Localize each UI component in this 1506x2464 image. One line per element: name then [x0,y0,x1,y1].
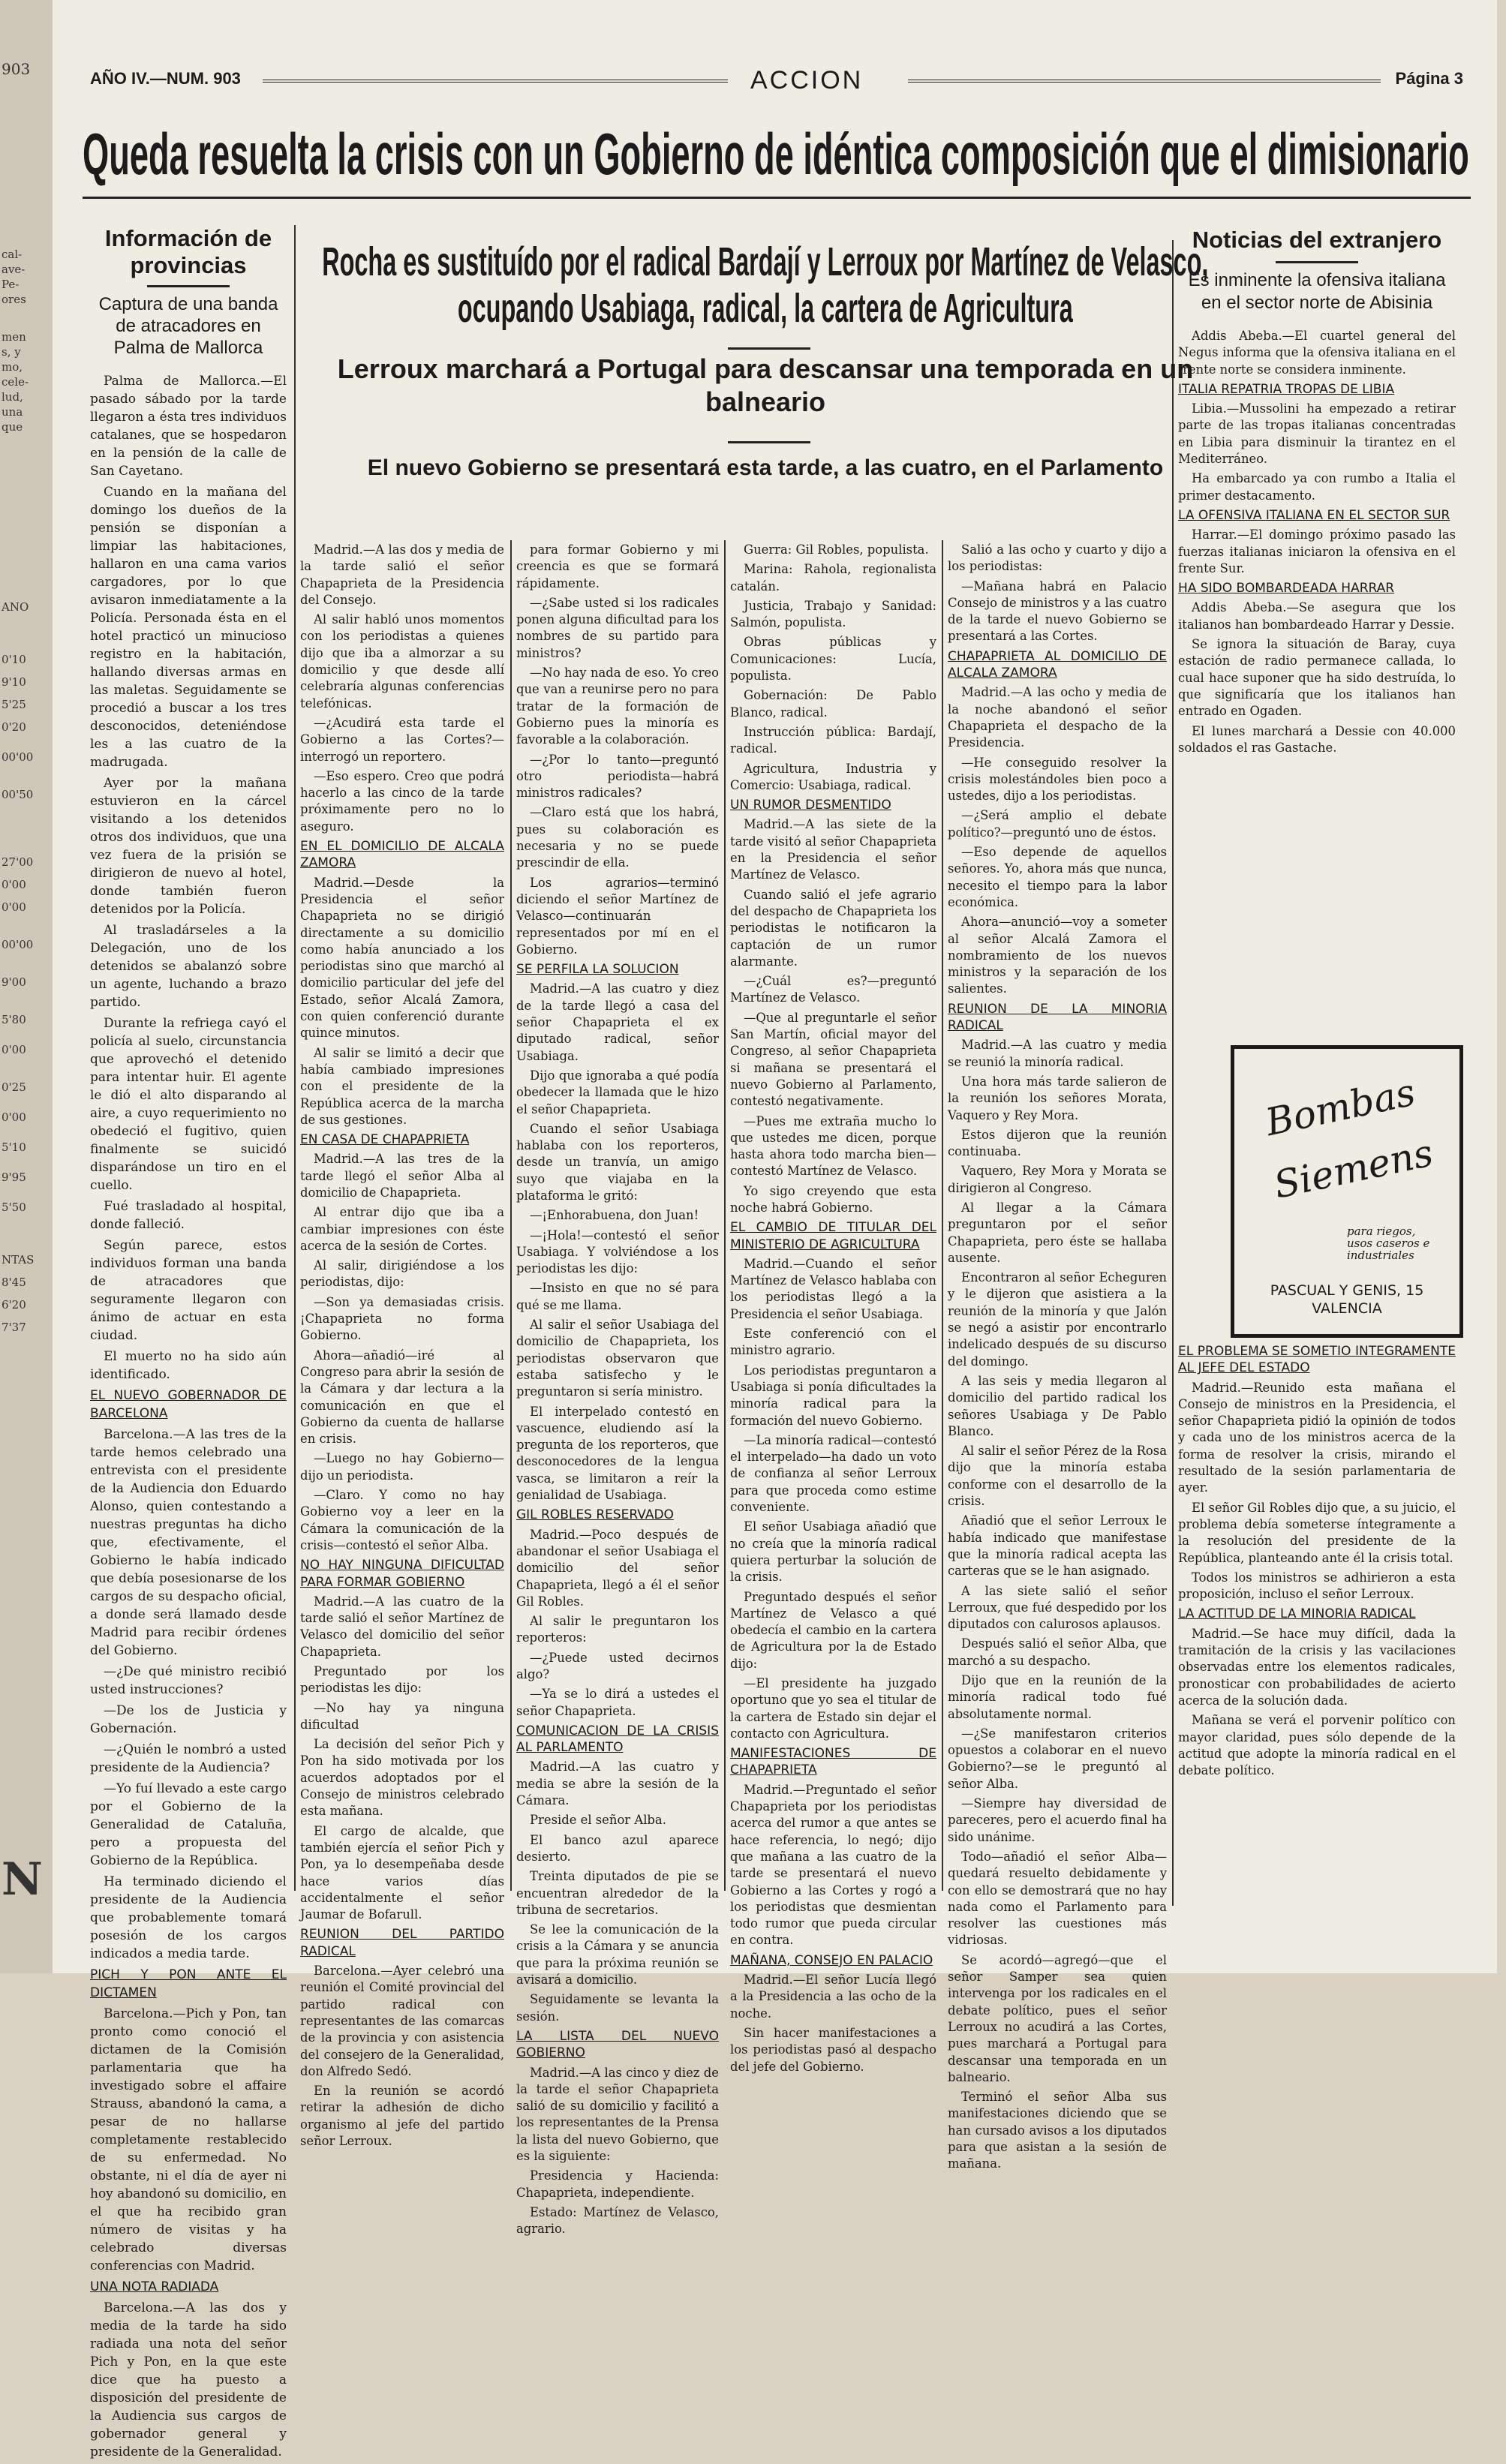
paragraph: Al entrar dijo que iba a cambiar impresiones con éste acerca de la sesión de Cortes. [300,1205,504,1253]
gutter-fragment: 0'00 [2,900,26,914]
gutter-fragment: 5'25 [2,698,26,711]
paragraph: A las seis y media llegaron al domicilio del partido radical los señores Usabiaga y De Pablo Blanco. [948,1373,1167,1438]
paragraph: El banco azul aparece desierto. [516,1832,719,1864]
paragraph: Ha terminado diciendo el presidente de la Audiencia que probablemente tomará posesión de los cargos indicados a media tarde. [90,1874,287,1961]
paragraph: A las siete salió el señor Lerroux, que fué despedido por los diputados con calurosos aplausos. [948,1583,1167,1632]
subheading: EN CASA DE CHAPAPRIETA [300,1132,470,1148]
paragraph: El señor Gil Robles dijo que, a su juicio, el problema debía someterse íntegramente a la resolución del presidente de la República, planteando ante él la crisis total. [1178,1500,1456,1565]
column-extranjero [1178,225,1456,759]
paragraph: Al salir habló unos momentos con los periodistas a quienes dijo que iba a almorzar a su domicilio y que desde allí celebraría algunas conferencias telefónicas. [300,612,504,711]
paragraph: Madrid.—Cuando el señor Martínez de Velasco hablaba con los periodistas llegó a la Presidencia el señor Usabiaga. [730,1256,936,1321]
column-rule [724,540,726,1891]
subheading: MAÑANA, CONSEJO EN PALACIO [730,1952,933,1968]
subheading: PICH Y PON ANTE EL DICTAMEN [90,1967,287,2000]
masthead [90,66,1463,95]
subheading: EL PROBLEMA SE SOMETIO INTEGRAMENTE AL JEFE DEL ESTADO [1178,1344,1456,1376]
paragraph: Madrid.—A las ocho y media de la noche abandonó el señor Chapaprieta el despacho de la Presidencia. [948,685,1167,750]
center-headline-text: Rocha es sustituído por el radical Bardají y Lerroux por Martínez de Velasco, ocupando Usabiaga, radical, la cartera de Agricultura [322,239,1209,331]
gutter-fragment: 00'50 [2,788,34,801]
gutter-fragment: 7'37 [2,1321,26,1334]
advertisement [1231,1045,1463,1338]
paragraph: Una hora más tarde salieron de la reunión los señores Morata, Vaquero y Rey Mora. [948,1074,1167,1122]
paragraph: Después salió el señor Alba, que marchó a su despacho. [948,1636,1167,1668]
paragraph: Fué trasladado al hospital, donde falleció. [90,1199,287,1232]
gutter-fragment: 5'80 [2,1013,26,1026]
paragraph: —Yo fuí llevado a este cargo por el Gobierno de la Generalidad de Cataluña, pero a propuesta del Gobierno de la República. [90,1781,287,1868]
paragraph: —La minoría radical—contestó el interpelado—ha dado un voto de confianza al señor Lerroux para que proceda como estime conveniente. [730,1432,936,1515]
subheading: LA ACTITUD DE LA MINORIA RADICAL [1178,1606,1416,1622]
paragraph: —¿Cuál es?—preguntó Martínez de Velasco. [730,974,936,1005]
paragraph: —He conseguido resolver la crisis molestándoles bien poco a ustedes, dijo a los periodistas. [948,755,1167,804]
paragraph: Gobernación: De Pablo Blanco, radical. [730,688,936,720]
paragraph: Madrid.—A las cinco y diez de la tarde el señor Chapaprieta salió de su domicilio y facilitó a los representantes de la Prensa la lista del nuevo Gobierno, que es la siguiente: [516,2065,719,2164]
subheading: REUNION DE LA MINORIA RADICAL [948,1001,1167,1034]
paragraph: Instrucción pública: Bardají, radical. [730,724,936,756]
paragraph: Se lee la comunicación de la crisis a la Cámara y se anuncia que para la próxima reunión se avisará a domicilio. [516,1922,719,1988]
paragraph: —¿Sabe usted si los radicales ponen alguna dificultad para los nombres de su partido para ministros? [516,595,719,660]
paragraph: Madrid.—A las cuatro y media se reunió la minoría radical. [948,1038,1167,1069]
paragraph: —Que al preguntarle el señor San Martín, oficial mayor del Congreso, al señor Chapaprieta si mañana se presentará el nuevo Gobierno al Parlamento, contestó negativamente. [730,1010,936,1109]
subheading: REUNION DEL PARTIDO RADICAL [300,1927,504,1959]
paragraph: —¿Por lo tanto—preguntó otro periodista—habrá ministros radicales? [516,752,719,801]
paragraph: Seguidamente se levanta la sesión. [516,1992,719,2024]
gutter-fragment: ANO [2,600,29,614]
paragraph: —¿Se manifestaron criterios opuestos a colaborar en el nuevo Gobierno?—se le preguntó al señor Alba. [948,1726,1167,1791]
subheading: SE PERFILA LA SOLUCION [516,962,679,978]
masthead-rule-left [263,80,728,83]
gutter-fragment: 0'00 [2,1110,26,1124]
gutter-fragment: cal- [2,248,23,261]
paragraph: Durante la refriega cayó el policía al suelo, circunstancia que aprovechó el detenido para intentar huir. El agente le dió el alto disparando al aire, a cuyo requerimiento no obedeció el fugitivo, quien finalmente se suicidó disparándose un tiro en el cuello. [90,1016,287,1193]
paragraph: —¿Será amplio el debate político?—preguntó uno de éstos. [948,808,1167,840]
paragraph: Se ignora la situación de Baray, cuya estación de radio permanece callada, lo cual hace suponer que ha sido destruída, lo que significaría que los italianos han entrado en Ogaden. [1178,637,1456,719]
page-number: Página 3 [1395,69,1463,88]
gutter-fragment: 903 [2,60,31,78]
paragraph: Ha embarcado ya con rumbo a Italia el primer destacamento. [1178,471,1456,503]
paragraph: Al salir el señor Usabiaga del domicilio de Chapaprieta, los periodistas observaron que estaba satisfecho y le preguntaron si sería ministro. [516,1318,719,1399]
subheading: CHAPAPRIETA AL DOMICILIO DE ALCALA ZAMORA [948,648,1167,681]
paragraph: Preside el señor Alba. [530,1813,666,1828]
paragraph: —¿Quién le nombró a usted presidente de la Audiencia? [90,1742,287,1775]
paragraph: Barcelona.—Ayer celebró una reunión el Comité provincial del partido radical con representantes de las comarcas de la provincia y con asistencia del consejero de la Generalidad, don Alfredo Sedó. [300,1964,504,2078]
paragraph: Guerra: Gil Robles, populista. [744,542,929,557]
subheading: EN EL DOMICILIO DE ALCALA ZAMORA [300,839,504,871]
paragraph: Madrid.—Poco después de abandonar el señor Usabiaga el domicilio del señor Chapaprieta, llegó a él el señor Gil Robles. [516,1527,719,1609]
paragraph: Este conferenció con el ministro agrario. [730,1327,936,1358]
paragraph: Madrid.—Reunido esta mañana el Consejo de ministros en la Presidencia, el señor Chapaprieta pidió la opinión de todos y cada uno de los ministros acerca de la forma de resolver la crisis, mirando el resultado de la sesión parlamentaria de ayer. [1178,1380,1456,1495]
subheading: COMUNICACION DE LA CRISIS AL PARLAMENTO [516,1723,719,1756]
paragraph: Cuando salió el jefe agrario del despacho de Chapaprieta los periodistas le notificaron la captación de un rumor alarmante. [730,887,936,969]
gutter-fragment: 5'50 [2,1200,26,1214]
paragraph: —No hay ya ninguna dificultad [300,1700,504,1732]
paragraph: Cuando el señor Usabiaga hablaba con los reporteros, desde un tranvía, un amigo suyo que viajaba en la plataforma le gritó: [516,1121,719,1203]
paragraph: Libia.—Mussolini ha empezado a retirar parte de las tropas italianas concentradas en Libia para disminuir la tirantez en el Mediterráneo. [1178,401,1456,467]
gutter-fragment: lud, [2,390,23,404]
paragraph: —No hay nada de eso. Yo creo que van a reunirse pero no para tratar de la formación de Gobierno pues la minoría es favorable a la colaboración. [516,666,719,747]
gutter-fragment: 6'20 [2,1298,26,1312]
column-rule [294,225,296,1891]
paragraph: Addis Abeba.—El cuartel general del Negus informa que la ofensiva italiana en el frente norte se considera inminente. [1178,329,1456,377]
paragraph: —¡Hola!—contestó el señor Usabiaga. Y volviéndose a los periodistas les dijo: [516,1227,719,1276]
subheading: HA SIDO BOMBARDEADA HARRAR [1178,581,1395,596]
paragraph: El interpelado contestó en vascuence, eludiendo así la pregunta de los reporteros, que desconocedores de la lengua vasca, se limitaron a reír la genialidad de Usabiaga. [516,1404,719,1503]
paragraph: Estado: Martínez de Velasco, agrario. [516,2204,719,2237]
paragraph: Los periodistas preguntaron a Usabiaga si ponía dificultades la minoría radical para la formación del nuevo Gobierno. [730,1363,936,1428]
newspaper-title: ACCION [750,66,864,95]
column-rule [510,540,512,1891]
column-extranjero-lower [1178,1343,1456,1782]
paragraph: Madrid.—El señor Lucía llegó a la Presidencia a las ocho de la noche. [730,1973,936,2021]
paragraph: Madrid.—Preguntado el señor Chapaprieta por los periodistas acerca del rumor a que antes se hace referencia, lo negó; dijo que mañana a las cuatro de la tarde se presentará el nuevo Gobierno a las Cortes y rogó a los periodistas que desmientan todo rumor que pueda circular en contra. [730,1782,936,1948]
subheading: UNA NOTA RADIADA [90,2279,219,2294]
ad-address-city: VALENCIA [1312,1300,1382,1317]
ad-brand: Bombas Siemens [1261,1070,1437,1207]
paragraph: —De los de Justicia y Gobernación. [90,1703,287,1736]
paragraph: Barcelona.—A las dos y media de la tarde ha sido radiada una nota del señor Pich y Pon, en la que este dice que ha puesto a disposición del presidente de la Audiencia sus cargos de gobernador general y presidente de la Generalidad. [90,2300,287,2459]
paragraph: Madrid.—A las cuatro y media se abre la sesión de la Cámara. [516,1759,719,1808]
subheadline: El nuevo Gobierno se presentará esta tarde, a las cuatro, en el Parlamento [367,455,1164,480]
paragraph: Madrid.—Se hace muy difícil, dada la tramitación de la crisis y las vacilaciones observadas entre los elementos radicales, pronosticar con probabilidades de acierto acerca de la solución dada. [1178,1626,1456,1708]
masthead-rule-right [908,80,1381,83]
paragraph: Barcelona.—Pich y Pon, tan pronto como conoció el dictamen de la Comisión parlamentaria que ha investigado sobre el affaire Strauss, abandonó la cama, a pesar de no hallarse completamente restablecido de su enfermedad. No obstante, ni el día de ayer ni hoy abandonó su domicilio, en el que ha recibido gran número de visitas y ha celebrado diversas conferencias con Madrid. [90,2006,287,2273]
paragraph: Preguntado después el señor Martínez de Velasco a qué obedecía el cambio en la cartera de Agricultura por la de Estado dijo: [730,1589,936,1671]
paragraph: Madrid.—A las tres de la tarde llegó el señor Alba al domicilio de Chapaprieta. [300,1152,504,1200]
paragraph: Madrid.—A las cuatro de la tarde salió el señor Martínez de Velasco del domicilio del señor Chapaprieta. [300,1594,504,1659]
paragraph: Dijo que ignoraba a qué podía obedecer la llamada que le hizo el señor Chapaprieta. [516,1068,719,1116]
paragraph: Justicia, Trabajo y Sanidad: Salmón, populista. [730,598,936,630]
paragraph: Marina: Rahola, regionalista catalán. [730,562,936,593]
paragraph: El muerto no ha sido aún identificado. [90,1349,287,1382]
gutter-fragment: 0'20 [2,720,26,734]
gutter-fragment: 9'95 [2,1170,26,1184]
paragraph: —Claro. Y como no hay Gobierno voy a leer en la Cámara la comunicación de la crisis—contestó el señor Alba. [300,1488,504,1552]
subheading: EL CAMBIO DE TITULAR DEL MINISTERIO DE AGRICULTURA [730,1220,936,1252]
paragraph: Al salir se limitó a decir que había cambiado impresiones con el presidente de la República acerca de la marcha de sus gestiones. [300,1045,504,1127]
gutter-fragment: una [2,405,23,419]
gutter-fragment: 0'00 [2,878,26,891]
gutter-fragment: 0'00 [2,1043,26,1056]
gutter-fragment: cele- [2,375,29,389]
paragraph: —Mañana habrá en Palacio Consejo de ministros y a las cuatro de la tarde el nuevo Gobierno se presentará a las Cortes. [948,578,1167,644]
gutter-fragment: 00'00 [2,750,34,764]
newspaper-page [53,0,1497,2459]
paragraph: Sin hacer manifestaciones a los periodistas pasó al despacho del jefe del Gobierno. [730,2025,936,2074]
paragraph: —Luego no hay Gobierno—dijo un periodista. [300,1451,504,1483]
paragraph: Addis Abeba.—Se asegura que los italianos han bombardeado Harrar y Dessie. [1178,600,1456,632]
paragraph: El cargo de alcalde, que también ejercía el señor Pich y Pon, ya lo desempeñaba desde hace varios días accidentalmente el señor Jaumar de Bofarull. [300,1823,504,1922]
paragraph: Ahora—anunció—voy a someter al señor Alcalá Zamora el nombramiento de los nuevos ministros y la separación de los salientes. [948,915,1167,996]
gutter-fragment: ores [2,293,26,306]
gutter-fragment: 9'00 [2,975,26,989]
article-heading: Captura de una banda de atracadores en Palma de Mallorca [98,294,278,358]
paragraph: El lunes marchará a Dessie con 40.000 soldados el ras Gastache. [1178,723,1456,755]
center-headline [300,239,1231,336]
column-provincias [90,225,287,2464]
paragraph: La decisión del señor Pich y Pon ha sido motivada por los acuerdos adoptados por el Consejo de ministros celebrado esta mañana. [300,1737,504,1819]
paragraph: Madrid.—A las siete de la tarde visitó al señor Chapaprieta en la Presidencia el señor Martínez de Velasco. [730,817,936,882]
paragraph: —Eso depende de aquellos señores. Yo, ahora más que nunca, necesito el tiempo para la labor económica. [948,845,1167,909]
divider [728,441,810,443]
paragraph: Al trasladárseles a la Delegación, uno de los detenidos se abalanzó sobre un agente, luchando a brazo partido. [90,923,287,1010]
paragraph: Al salir le preguntaron los reporteros: [516,1614,719,1645]
subheading: EL NUEVO GOBERNADOR DE BARCELONA [90,1388,287,1421]
gutter-fragment: 0'25 [2,1080,26,1094]
paragraph: Agricultura, Industria y Comercio: Usabiaga, radical. [730,761,936,792]
divider [147,285,230,287]
gutter-fragment: 00'00 [2,938,34,951]
paragraph: Al salir el señor Pérez de la Rosa dijo que la minoría estaba conforme con el desarrollo de la crisis. [948,1444,1167,1509]
paragraph: —Siempre hay diversidad de pareceres, pero el acuerdo final ha sido unánime. [948,1796,1167,1844]
gutter-fragment: mo, [2,360,23,374]
paragraph: Palma de Mallorca.—El pasado sábado por la tarde llegaron a ésta tres individuos catalanes, que se hospedaron en la pensión de la calle de San Cayetano. [90,374,287,479]
gutter-fragment: NTAS [2,1253,35,1267]
paragraph: Encontraron al señor Echeguren y le dijeron que asistiera a la reunión de la minoría y que Jalón se negó a asistir por encontrarlo indelicado después de su discurso del domingo. [948,1270,1167,1369]
paragraph: Harrar.—El domingo próximo pasado las fuerzas italianas iniciaron la ofensiva en el frente Sur. [1178,527,1456,575]
column-news-d [948,542,1167,2176]
column-rule [1172,240,1174,1906]
subheading: ITALIA REPATRIA TROPAS DE LIBIA [1178,381,1395,397]
paragraph: Ayer por la mañana estuvieron en la cárcel visitando a los detenidos otros dos individuos, que una vez fuera de la prisión se dirigieron de nuevo al hotel, donde también fueron detenidos por la Policía. [90,776,287,917]
paragraph: Vaquero, Rey Mora y Morata se dirigieron al Congreso. [948,1164,1167,1195]
paragraph: —Eso espero. Creo que podrá hacerlo a las cinco de la tarde próximamente pero no lo aseguro. [300,768,504,834]
paragraph: para formar Gobierno y mi creencia es que se formará rápidamente. [516,542,719,590]
main-headline: Queda resuelta la crisis con un Gobierno de idéntica composición que el dimisionario [83,121,1469,187]
paragraph: —¿Acudirá esta tarde el Gobierno a las Cortes?—interrogó un reportero. [300,715,504,764]
column-news-a [300,542,504,2153]
column-rule [942,540,943,1891]
article-heading: Es inminente la ofensiva italiana en el sector norte de Abisinia [1188,270,1446,313]
paragraph: —Son ya demasiadas crisis. ¡Chapaprieta no forma Gobierno. [300,1294,504,1343]
adjacent-page-edge [0,0,53,1973]
paragraph: Barcelona.—A las tres de la tarde hemos celebrado una entrevista con el presidente de la Audiencia don Eduardo Alonso, quien contestando a nuestras preguntas ha dicho que, efectivamente, el Gobierno le había indicado que debía posesionarse de los cargos de su despacho oficial, a donde será llamado desde Madrid para recibir órdenes del Gobierno. [90,1427,287,1658]
paragraph: Mañana se verá el porvenir político con mayor claridad, pues sólo depende de la actitud que adopte la minoría radical en el debate político. [1178,1713,1456,1778]
paragraph: Treinta diputados de pie se encuentran alrededor de la tribuna de secretarios. [516,1869,719,1917]
gutter-fragment: que [2,420,23,434]
paragraph: Ahora—añadió—iré al Congreso para abrir la sesión de la Cámara y dar lectura a la comunicación en que el Gobierno da cuenta de hallarse en crisis. [300,1348,504,1447]
gutter-fragment: 5'10 [2,1140,26,1154]
paragraph: —¿De qué ministro recibió usted instrucciones? [90,1664,287,1697]
gutter-fragment: ave- [2,263,26,276]
divider [728,347,810,350]
paragraph: —¿Puede usted decirnos algo? [516,1650,719,1681]
paragraph: —Claro está que los habrá, pues su colaboración es necesaria y no se puede prescindir de ella. [516,805,719,870]
paragraph: —Ya se lo dirá a ustedes el señor Chapaprieta. [516,1687,719,1718]
section-title: Noticias del extranjero [1192,227,1442,253]
gutter-fragment: 9'10 [2,675,26,689]
paragraph: Madrid.—A las dos y media de la tarde salió el señor Chapaprieta de la Presidencia del Consejo. [300,542,504,607]
paragraph: Madrid.—A las cuatro y diez de la tarde llegó a casa del señor Chapaprieta el ex diputado radical, señor Usabiaga. [516,981,719,1063]
gutter-fragment: s, y [2,345,21,359]
paragraph: —Insisto en que no sé para qué se me llama. [516,1281,719,1312]
paragraph: Preguntado por los periodistas les dijo: [300,1664,504,1696]
paragraph: Estos dijeron que la reunión continuaba. [948,1127,1167,1159]
paragraph: El señor Usabiaga añadió que no creía que la minoría radical quiera perturbar la solución de la crisis. [730,1519,936,1585]
paragraph: Dijo que en la reunión de la minoría radical todo fué absolutamente normal. [948,1673,1167,1721]
subheading: MANIFESTACIONES DE CHAPAPRIETA [730,1746,936,1778]
paragraph: Todos los ministros se adhirieron a esta proposición, incluso el señor Lerroux. [1178,1570,1456,1602]
gutter-fragment: 8'45 [2,1276,26,1289]
gutter-fragment: N [2,1853,43,1906]
paragraph: Madrid.—Desde la Presidencia el señor Chapaprieta no se dirigió directamente a su domicilio como había anunciado a los periodistas sino que marchó al domicilio particular del jefe del Estado, señor Alcalá Zamora, con quien conferenció durante quince minutos. [300,875,504,1041]
gutter-fragment: Pe- [2,278,20,291]
column-news-b [516,542,719,2241]
divider [1276,261,1358,263]
paragraph: —¡Enhorabuena, don Juan! [530,1208,699,1223]
ad-note: para riegos, usos caseros e industriales [1347,1224,1430,1262]
subheading: UN RUMOR DESMENTIDO [730,798,891,813]
paragraph: En la reunión se acordó retirar la adhesión de dicho organismo al jefe del partido señor Lerroux. [300,2084,504,2149]
issue-number: AÑO IV.—NUM. 903 [90,69,241,88]
paragraph: Todo—añadió el señor Alba—quedará resuelto debidamente y con ello se demostrará que no hay nada como el Parlamento para resolver las cuestiones más vidriosas. [948,1849,1167,1948]
gutter-fragment: men [2,330,26,344]
paragraph: Obras públicas y Comunicaciones: Lucía, populista. [730,635,936,684]
gutter-fragment: 0'10 [2,653,26,666]
paragraph: Los agrarios—terminó diciendo el señor Martínez de Velasco—continuarán representados por mí en el Gobierno. [516,875,719,957]
paragraph: Según parece, estos individuos forman una banda de atracadores que seguramente llegaron con ánimo de actuar en esta ciudad. [90,1238,287,1343]
paragraph: —El presidente ha juzgado oportuno que yo sea el titular de la cartera de Estado sin dejar el contacto con Agricultura. [730,1676,936,1741]
headline-rule [83,197,1471,199]
paragraph: Cuando en la mañana del domingo los dueños de la pensión se disponían a limpiar las habitaciones, hallaron en una cama varios cargadores, por lo que avisaron inmediatamente a la Policía. Personada ésta en el hotel practicó un minucioso registro en la habitación, hallando diversas armas en las maletas. Seguidamente se procedió a buscar a los tres desconocidos, deteniéndose les a las cuatro de la madrugada. [90,485,287,770]
paragraph: Presidencia y Hacienda: Chapaprieta, independiente. [516,2168,719,2200]
paragraph: Añadió que el señor Lerroux le había indicado que manifestase que la minoría radical acepta las carteras que se le han asignado. [948,1513,1167,1579]
paragraph: Se acordó—agregó—que el señor Samper sea quien intervenga por los radicales en el debate político, pues el señor Lerroux no acudirá a las Cortes, pues marchará a Portugal para descansar una temporada en un balneario. [948,1952,1167,2084]
paragraph: —Pues me extraña mucho lo que ustedes me dicen, porque hasta ahora todo marcha bien—contestó Martínez de Velasco. [730,1113,936,1179]
paragraph: Salió a las ocho y cuarto y dijo a los periodistas: [948,542,1167,574]
subheading: GIL ROBLES RESERVADO [516,1507,674,1523]
subheadline: Lerroux marchará a Portugal para descansar una temporada en un balneario [337,353,1194,417]
paragraph: Al llegar a la Cámara preguntaron por el señor Chapaprieta, pero éste se hallaba ausente. [948,1200,1167,1265]
paragraph: Al salir, dirigiéndose a los periodistas, dijo: [300,1258,504,1290]
ad-address-street: PASCUAL Y GENIS, 15 [1270,1282,1424,1299]
column-news-c [730,542,936,2078]
ad-address [1234,1282,1459,1318]
gutter-fragment: 27'00 [2,855,34,869]
paragraph: Terminó el señor Alba sus manifestaciones diciendo que se han cursado avisos a los diputados para que asistan a la sesión de mañana. [948,2090,1167,2171]
paragraph: Yo sigo creyendo que esta noche habrá Gobierno. [730,1183,936,1215]
subheading: LA OFENSIVA ITALIANA EN EL SECTOR SUR [1178,507,1450,523]
section-title: Información de provincias [104,225,272,278]
subheading: NO HAY NINGUNA DIFICULTAD PARA FORMAR GOBIERNO [300,1558,504,1590]
subheading: LA LISTA DEL NUEVO GOBIERNO [516,2028,719,2061]
